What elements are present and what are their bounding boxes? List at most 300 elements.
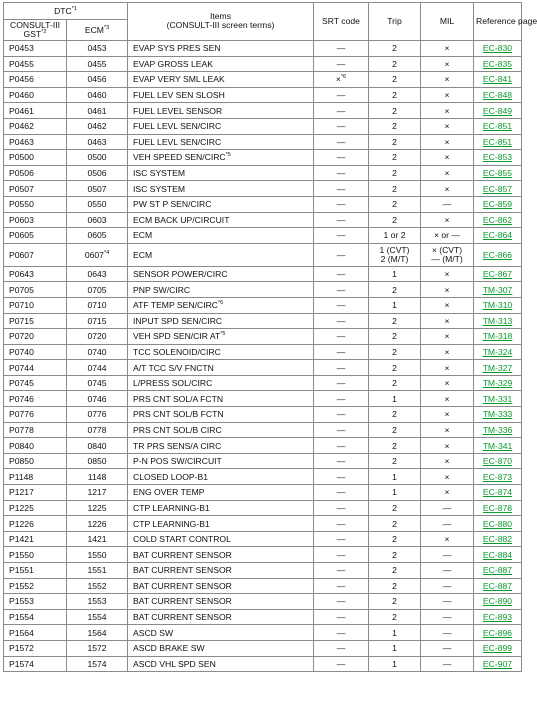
item-cell: [128, 391, 314, 407]
reference-link-cell[interactable]: [474, 282, 522, 298]
trip-value: 1: [392, 471, 397, 482]
srt-value: —: [336, 643, 346, 654]
srt-cell: [314, 453, 369, 469]
trip-value: 2: [392, 456, 397, 467]
item-label: ECM BACK UP/CIRCUIT: [133, 214, 230, 225]
ecm-code: 1553: [87, 596, 107, 607]
item-label: VEH SPD SEN/CIR AT: [133, 331, 221, 342]
item-cell: [128, 228, 314, 244]
reference-link-cell[interactable]: [474, 547, 522, 563]
mil-value: ×: [444, 424, 450, 435]
ecm-code-cell: [67, 531, 128, 547]
items-header-sublabel: (CONSULT-III screen terms): [166, 20, 275, 30]
item-cell: [128, 594, 314, 610]
gst-code-cell: P0460: [4, 87, 67, 103]
reference-link[interactable]: EC-880: [482, 518, 513, 529]
table-row: [4, 516, 522, 532]
table-row: [4, 266, 522, 282]
item-cell: [128, 563, 314, 579]
reference-link[interactable]: EC-884: [482, 549, 513, 560]
gst-code-cell: P0462: [4, 118, 67, 134]
mil-cell: [421, 165, 474, 181]
reference-link-cell[interactable]: [474, 56, 522, 72]
item-cell: [128, 625, 314, 641]
item-footnote: *6: [218, 300, 224, 307]
mil-value: —: [442, 643, 452, 654]
reference-link[interactable]: EC-882: [482, 534, 513, 545]
reference-link-cell[interactable]: [474, 360, 522, 376]
srt-cell: [314, 297, 369, 313]
table-row: [4, 212, 522, 228]
trip-value: 2: [392, 440, 397, 451]
srt-value: —: [336, 409, 346, 420]
reference-link[interactable]: EC-907: [482, 658, 513, 669]
trip-cell: [369, 438, 421, 454]
reference-link[interactable]: EC-835: [482, 58, 513, 69]
item-cell: [128, 329, 314, 345]
reference-link-cell[interactable]: [474, 609, 522, 625]
reference-link-cell[interactable]: [474, 375, 522, 391]
srt-cell: [314, 422, 369, 438]
reference-link-cell[interactable]: [474, 181, 522, 197]
reference-link-cell[interactable]: [474, 165, 522, 181]
trip-cell: [369, 640, 421, 656]
gst-code-cell: P0745: [4, 375, 67, 391]
srt-value: —: [336, 627, 346, 638]
ecm-code-cell: [67, 453, 128, 469]
srt-cell: [314, 103, 369, 119]
trip-cell: [369, 453, 421, 469]
gst-code-cell: P1421: [4, 531, 67, 547]
mil-cell: [421, 640, 474, 656]
srt-value: —: [336, 168, 346, 179]
item-label: FUEL LEV SEN SLOSH: [133, 90, 225, 101]
ecm-code: 0463: [87, 136, 107, 147]
reference-link-cell[interactable]: [474, 212, 522, 228]
gst-code-cell: P0507: [4, 181, 67, 197]
ecm-code-cell: [67, 640, 128, 656]
item-cell: [128, 266, 314, 282]
reference-link[interactable]: EC-873: [482, 471, 513, 482]
gst-code-cell: P0463: [4, 134, 67, 150]
table-row: [4, 360, 522, 376]
mil-value: —: [442, 199, 452, 210]
mil-cell: [421, 422, 474, 438]
item-label: INPUT SPD SEN/CIRC: [133, 315, 223, 326]
trip-cell: [369, 656, 421, 672]
table-row: [4, 282, 522, 298]
reference-link-cell[interactable]: [474, 87, 522, 103]
mil-cell: [421, 329, 474, 345]
trip-cell: [369, 469, 421, 485]
trip-cell: [369, 609, 421, 625]
ecm-code-cell: [67, 228, 128, 244]
mil-value-2: — (M/T): [431, 253, 463, 264]
srt-value: —: [336, 105, 346, 116]
gst-code-cell: P1550: [4, 547, 67, 563]
reference-link-cell[interactable]: [474, 469, 522, 485]
gst-code-cell: P0740: [4, 344, 67, 360]
reference-link-cell[interactable]: [474, 453, 522, 469]
ecm-code-cell: [67, 375, 128, 391]
srt-cell: [314, 134, 369, 150]
reference-link-cell[interactable]: [474, 266, 522, 282]
mil-cell: [421, 485, 474, 501]
srt-cell: [314, 196, 369, 212]
table-row: [4, 134, 522, 150]
trip-cell: [369, 212, 421, 228]
reference-link-cell[interactable]: [474, 243, 522, 266]
reference-link-cell[interactable]: [474, 563, 522, 579]
reference-link[interactable]: EC-848: [482, 90, 513, 101]
ecm-code: 0550: [87, 199, 107, 210]
ecm-code-cell: [67, 344, 128, 360]
reference-link-cell[interactable]: [474, 134, 522, 150]
item-label: L/PRESS SOL/CIRC: [133, 378, 213, 389]
reference-link[interactable]: EC-887: [482, 565, 513, 576]
mil-cell: [421, 609, 474, 625]
srt-value: —: [336, 393, 346, 404]
item-label: PRS CNT SOL/A FCTN: [133, 393, 224, 404]
item-cell: [128, 485, 314, 501]
table-row: [4, 485, 522, 501]
trip-cell: [369, 360, 421, 376]
mil-cell: [421, 134, 474, 150]
ecm-code-cell: [67, 563, 128, 579]
ecm-code-cell: [67, 500, 128, 516]
reference-link-cell[interactable]: [474, 344, 522, 360]
ecm-code: 1572: [87, 643, 107, 654]
table-row: [4, 181, 522, 197]
trip-value: 2: [392, 74, 397, 85]
reference-link[interactable]: EC-866: [482, 249, 513, 260]
srt-value: —: [336, 121, 346, 132]
trip-value: 1: [392, 300, 397, 311]
mil-value: × or —: [433, 230, 461, 241]
srt-cell: [314, 485, 369, 501]
trip-value: 2: [392, 136, 397, 147]
item-cell: [128, 609, 314, 625]
table-row: [4, 313, 522, 329]
reference-link-cell[interactable]: [474, 531, 522, 547]
srt-cell: [314, 228, 369, 244]
gst-code-cell: P0456: [4, 72, 67, 88]
reference-link-cell[interactable]: [474, 594, 522, 610]
reference-link-cell[interactable]: [474, 228, 522, 244]
reference-link-cell[interactable]: [474, 485, 522, 501]
reference-link[interactable]: TM-310: [482, 300, 513, 311]
mil-cell: [421, 375, 474, 391]
mil-value: —: [442, 612, 452, 623]
ecm-code: 1574: [87, 658, 107, 669]
ecm-code: 0507: [87, 183, 107, 194]
item-label: EVAP VERY SML LEAK: [133, 74, 225, 85]
table-row: [4, 56, 522, 72]
srt-cell: [314, 594, 369, 610]
item-cell: [128, 547, 314, 563]
ecm-code-cell: [67, 516, 128, 532]
reference-link-cell[interactable]: [474, 41, 522, 57]
mil-cell: [421, 87, 474, 103]
item-label: CTP LEARNING-B1: [133, 518, 210, 529]
trip-cell: [369, 329, 421, 345]
srt-cell: [314, 407, 369, 423]
srt-value: —: [336, 580, 346, 591]
table-row: [4, 640, 522, 656]
item-cell: [128, 578, 314, 594]
item-label: FUEL LEVL SEN/CIRC: [133, 136, 222, 147]
reference-link[interactable]: EC-853: [482, 152, 513, 163]
srt-cell: [314, 56, 369, 72]
reference-link[interactable]: EC-859: [482, 199, 513, 210]
srt-value: —: [336, 214, 346, 225]
ecm-header: [67, 20, 128, 41]
trip-value: 1: [392, 487, 397, 498]
srt-cell: [314, 500, 369, 516]
trip-value: 2: [392, 502, 397, 513]
table-row: [4, 531, 522, 547]
reference-link-cell[interactable]: [474, 118, 522, 134]
srt-value: —: [336, 424, 346, 435]
ecm-code: 0745: [87, 378, 107, 389]
item-label: BAT CURRENT SENSOR: [133, 612, 232, 623]
srt-value: —: [336, 378, 346, 389]
srt-value: —: [336, 471, 346, 482]
trip-cell: [369, 344, 421, 360]
reference-link-cell[interactable]: [474, 407, 522, 423]
reference-link-cell[interactable]: [474, 391, 522, 407]
reference-link[interactable]: TM-307: [482, 284, 513, 295]
ecm-code: 0456: [87, 74, 107, 85]
srt-cell: [314, 212, 369, 228]
reference-link[interactable]: EC-851: [482, 136, 513, 147]
item-cell: [128, 212, 314, 228]
reference-link[interactable]: EC-896: [482, 627, 513, 638]
mil-cell: [421, 500, 474, 516]
mil-cell: [421, 360, 474, 376]
mil-cell: [421, 344, 474, 360]
ecm-code: 0643: [87, 269, 107, 280]
gst-code-cell: P0605: [4, 228, 67, 244]
reference-link-cell[interactable]: [474, 500, 522, 516]
reference-link[interactable]: EC-830: [482, 43, 513, 54]
reference-link-cell[interactable]: [474, 329, 522, 345]
srt-value: ×: [335, 74, 341, 85]
trip-value: 2: [392, 199, 397, 210]
table-row: [4, 41, 522, 57]
reference-link-cell[interactable]: [474, 196, 522, 212]
mil-cell: [421, 453, 474, 469]
gst-code-cell: P0746: [4, 391, 67, 407]
item-cell: [128, 72, 314, 88]
table-row: [4, 375, 522, 391]
trip-value: 2: [392, 331, 397, 342]
trip-cell: [369, 391, 421, 407]
reference-link[interactable]: EC-893: [482, 612, 513, 623]
srt-value: —: [336, 362, 346, 373]
mil-value: ×: [444, 136, 450, 147]
mil-cell: [421, 563, 474, 579]
reference-link[interactable]: TM-324: [482, 346, 513, 357]
reference-link[interactable]: TM-336: [482, 424, 513, 435]
reference-link[interactable]: TM-341: [482, 440, 513, 451]
reference-link-cell[interactable]: [474, 103, 522, 119]
table-row: [4, 594, 522, 610]
reference-link-cell[interactable]: [474, 578, 522, 594]
mil-cell: [421, 469, 474, 485]
reference-link[interactable]: TM-333: [482, 409, 513, 420]
trip-cell: [369, 547, 421, 563]
table-row: [4, 438, 522, 454]
mil-value: ×: [444, 183, 450, 194]
srt-footnote: *6: [340, 74, 347, 81]
srt-value: —: [336, 284, 346, 295]
mil-value: ×: [444, 58, 450, 69]
srt-cell: [314, 87, 369, 103]
reference-link[interactable]: EC-878: [482, 502, 513, 513]
item-cell: [128, 41, 314, 57]
table-row: [4, 103, 522, 119]
srt-value: —: [336, 136, 346, 147]
trip-cell: [369, 625, 421, 641]
srt-value: —: [336, 549, 346, 560]
reference-link-cell[interactable]: [474, 313, 522, 329]
item-label: ISC SYSTEM: [133, 168, 186, 179]
reference-link[interactable]: EC-890: [482, 596, 513, 607]
trip-cell: [369, 165, 421, 181]
mil-cell: [421, 531, 474, 547]
gst-header-footnote: *2: [41, 28, 47, 35]
reference-link[interactable]: EC-870: [482, 456, 513, 467]
gst-code-cell: P0715: [4, 313, 67, 329]
reference-link[interactable]: EC-849: [482, 105, 513, 116]
ecm-code-cell: [67, 594, 128, 610]
ecm-code-cell: [67, 165, 128, 181]
ecm-code: 0840: [87, 440, 107, 451]
reference-link[interactable]: TM-327: [482, 362, 513, 373]
ecm-code: 0744: [87, 362, 107, 373]
dtc-header: [4, 3, 128, 20]
reference-link[interactable]: EC-857: [482, 183, 513, 194]
item-label: FUEL LEVEL SENSOR: [133, 105, 223, 116]
reference-link[interactable]: EC-855: [482, 168, 513, 179]
srt-cell: [314, 282, 369, 298]
ecm-code-cell: [67, 438, 128, 454]
mil-value: ×: [444, 269, 450, 280]
reference-link[interactable]: EC-862: [482, 214, 513, 225]
item-label: EVAP SYS PRES SEN: [133, 43, 221, 54]
srt-value: —: [336, 502, 346, 513]
ecm-code: 0461: [87, 105, 107, 116]
reference-link[interactable]: EC-887: [482, 580, 513, 591]
trip-cell: [369, 41, 421, 57]
gst-code-cell: P0603: [4, 212, 67, 228]
ecm-code-cell: [67, 297, 128, 313]
reference-link-cell[interactable]: [474, 625, 522, 641]
table-row: [4, 329, 522, 345]
srt-value: —: [336, 534, 346, 545]
ecm-code: 0715: [87, 315, 107, 326]
trip-value: 1 (CVT): [379, 244, 410, 255]
mil-value: ×: [444, 471, 450, 482]
trip-value: 2: [392, 565, 397, 576]
ecm-code-cell: [67, 134, 128, 150]
reference-link[interactable]: EC-867: [482, 269, 513, 280]
gst-code-cell: P0705: [4, 282, 67, 298]
reference-link[interactable]: TM-318: [482, 331, 513, 342]
trip-cell: [369, 282, 421, 298]
mil-cell: [421, 282, 474, 298]
reference-link-cell[interactable]: [474, 516, 522, 532]
ecm-code-cell: [67, 56, 128, 72]
reference-link[interactable]: EC-841: [482, 74, 513, 85]
trip-value: 2: [392, 58, 397, 69]
trip-cell: [369, 578, 421, 594]
mil-value: ×: [444, 74, 450, 85]
item-label: TR PRS SENS/A CIRC: [133, 440, 222, 451]
trip-cell: [369, 134, 421, 150]
item-label: FUEL LEVL SEN/CIRC: [133, 121, 222, 132]
reference-link-cell[interactable]: [474, 656, 522, 672]
mil-cell: [421, 72, 474, 88]
reference-link[interactable]: TM-331: [482, 393, 513, 404]
reference-link-cell[interactable]: [474, 150, 522, 166]
consult-header-label: CONSULT-III: [10, 19, 60, 30]
srt-cell: [314, 391, 369, 407]
reference-link[interactable]: TM-313: [482, 315, 513, 326]
srt-value: —: [336, 199, 346, 210]
item-label: ENG OVER TEMP: [133, 487, 205, 498]
reference-link-cell[interactable]: [474, 640, 522, 656]
ecm-code-cell: [67, 360, 128, 376]
reference-link[interactable]: EC-874: [482, 487, 513, 498]
ecm-code: 0500: [87, 152, 107, 163]
reference-link[interactable]: EC-899: [482, 643, 513, 654]
item-label: ASCD SW: [133, 627, 174, 638]
srt-cell: [314, 360, 369, 376]
reference-link[interactable]: EC-864: [482, 230, 513, 241]
reference-link[interactable]: TM-329: [482, 378, 513, 389]
reference-link[interactable]: EC-851: [482, 121, 513, 132]
trip-value: 2: [392, 105, 397, 116]
srt-cell: [314, 344, 369, 360]
ecm-code: 1551: [87, 565, 107, 576]
mil-cell: [421, 243, 474, 266]
reference-link-cell[interactable]: [474, 438, 522, 454]
item-footnote: *5: [220, 331, 226, 338]
item-cell: [128, 469, 314, 485]
ecm-code-cell: [67, 181, 128, 197]
ecm-code: 1552: [87, 580, 107, 591]
trip-cell: [369, 516, 421, 532]
reference-link-cell[interactable]: [474, 72, 522, 88]
trip-value: 2: [392, 183, 397, 194]
item-label: SENSOR POWER/CIRC: [133, 269, 228, 280]
item-label: PRS CNT SOL/B CIRC: [133, 424, 222, 435]
ecm-code-cell: [67, 609, 128, 625]
table-row: [4, 469, 522, 485]
ecm-code: 0850: [87, 456, 107, 467]
reference-link-cell[interactable]: [474, 422, 522, 438]
mil-value: ×: [444, 346, 450, 357]
trip-cell: [369, 118, 421, 134]
reference-link-cell[interactable]: [474, 297, 522, 313]
gst-code-cell: P0840: [4, 438, 67, 454]
ecm-code: 1421: [87, 534, 107, 545]
trip-value: 1: [392, 269, 397, 280]
gst-code-cell: P0744: [4, 360, 67, 376]
mil-value: ×: [444, 168, 450, 179]
